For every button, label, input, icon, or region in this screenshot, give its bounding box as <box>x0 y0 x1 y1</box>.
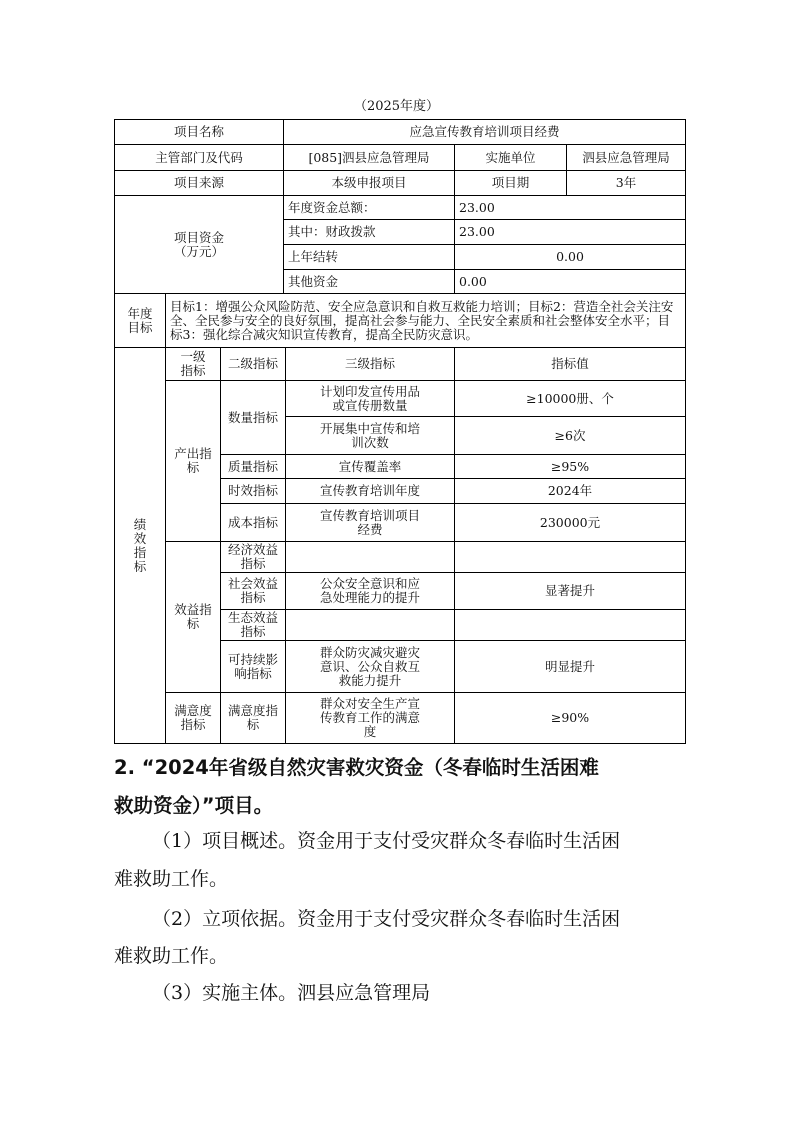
time-value: 2024年 <box>455 479 686 504</box>
funds-other-label: 其他资金 <box>284 270 455 294</box>
eco-value <box>455 610 686 641</box>
quality-name: 宣传覆盖率 <box>286 455 455 479</box>
header-level3: 三级指标 <box>286 348 455 381</box>
para1-line1 <box>114 825 684 857</box>
project-name-label: 项目名称 <box>115 120 284 145</box>
time-name: 宣传教育培训年度 <box>286 479 455 504</box>
econ-name <box>286 542 455 573</box>
para2-line1 <box>114 903 684 935</box>
para1-text-1: （1）项目概述。资金用于支付受灾群众冬春临时生活困 <box>152 830 621 852</box>
dept-value: [085]泗县应急管理局 <box>284 145 455 171</box>
goal-text: 目标1：增强公众风险防范、安全应急意识和自救互救能力培训；目标2：营造全社会关注安全、全民参与安全的良好氛围，提高社会参与能力、全民安全素质和社会整体安全水平；目标3：强化综合减灾知识宣传教育，提高全民防灾意识。 <box>166 294 686 348</box>
header-level2: 二级指标 <box>221 348 286 381</box>
performance-table <box>114 119 686 744</box>
sustain-value: 明显提升 <box>455 641 686 693</box>
quality-value: ≥95% <box>455 455 686 479</box>
funds-carry-label: 上年结转 <box>284 245 455 270</box>
project-name: 应急宣传教育培训项目经费 <box>284 120 686 145</box>
social-value: 显著提升 <box>455 573 686 610</box>
satis-label: 满意度指标 <box>221 693 286 744</box>
social-name: 公众安全意识和应 急处理能力的提升 <box>286 573 455 610</box>
qty1-value: ≥10000册、个 <box>455 381 686 417</box>
benefit-label: 效益指 标 <box>166 542 221 693</box>
quality-label: 质量指标 <box>221 455 286 479</box>
funds-fiscal-value: 23.00 <box>455 220 686 245</box>
period-label: 项目期 <box>455 171 567 196</box>
source-label: 项目来源 <box>115 171 284 196</box>
satis-level1: 满意度 指标 <box>166 693 221 744</box>
funds-fiscal-label: 其中：财政拨款 <box>284 220 455 245</box>
funds-other-value: 0.00 <box>455 270 686 294</box>
qty1-name: 计划印发宣传用品 或宣传册数量 <box>286 381 455 417</box>
qty-label: 数量指标 <box>221 381 286 455</box>
satis-value: ≥90% <box>455 693 686 744</box>
para3-line1 <box>114 977 684 1009</box>
para2-text-1: （2）立项依据。资金用于支付受灾群众冬春临时生活困 <box>152 908 621 930</box>
funds-carry-value: 0.00 <box>455 245 686 270</box>
table-year: （2025年度） <box>353 99 440 114</box>
sustain-name: 群众防灾减灾避灾 意识、公众自救互 救能力提升 <box>286 641 455 693</box>
para2-line2: 难救助工作。 <box>114 945 229 967</box>
dept-label: 主管部门及代码 <box>115 145 284 171</box>
funds-total-value: 23.00 <box>455 196 686 220</box>
goal-label: 年度 目标 <box>115 294 166 348</box>
eco-label: 生态效益指标 <box>221 610 286 641</box>
perf-label: 绩 效 指 标 <box>115 348 166 744</box>
heading-text-1: 2. “2024年省级自然灾害救灾资金（冬春临时生活困难 <box>114 756 599 779</box>
sustain-label: 可持续影响指标 <box>221 641 286 693</box>
source-value: 本级申报项目 <box>284 171 455 196</box>
impl-label: 实施单位 <box>455 145 567 171</box>
social-label: 社会效益指标 <box>221 573 286 610</box>
impl-value: 泗县应急管理局 <box>567 145 686 171</box>
para1-line2: 难救助工作。 <box>114 868 229 890</box>
output-label: 产出指 标 <box>166 381 221 542</box>
section-heading-line2: 救助资金）”项目。 <box>114 794 274 817</box>
section-heading-line1 <box>114 751 684 785</box>
header-level1: 一级 指标 <box>166 348 221 381</box>
qty2-value: ≥6次 <box>455 417 686 455</box>
time-label: 时效指标 <box>221 479 286 504</box>
cost-value: 230000元 <box>455 504 686 542</box>
period-value: 3年 <box>567 171 686 196</box>
satis-name: 群众对安全生产宣 传教育工作的满意 度 <box>286 693 455 744</box>
para3-text-1: （3）实施主体。泗县应急管理局 <box>152 982 431 1004</box>
econ-label: 经济效益指标 <box>221 542 286 573</box>
funds-total-label: 年度资金总额： <box>284 196 455 220</box>
cost-label: 成本指标 <box>221 504 286 542</box>
qty2-name: 开展集中宣传和培 训次数 <box>286 417 455 455</box>
funds-label: 项目资金 （万元） <box>115 196 284 294</box>
header-value: 指标值 <box>455 348 686 381</box>
eco-name <box>286 610 455 641</box>
cost-name: 宣传教育培训项目 经费 <box>286 504 455 542</box>
econ-value <box>455 542 686 573</box>
